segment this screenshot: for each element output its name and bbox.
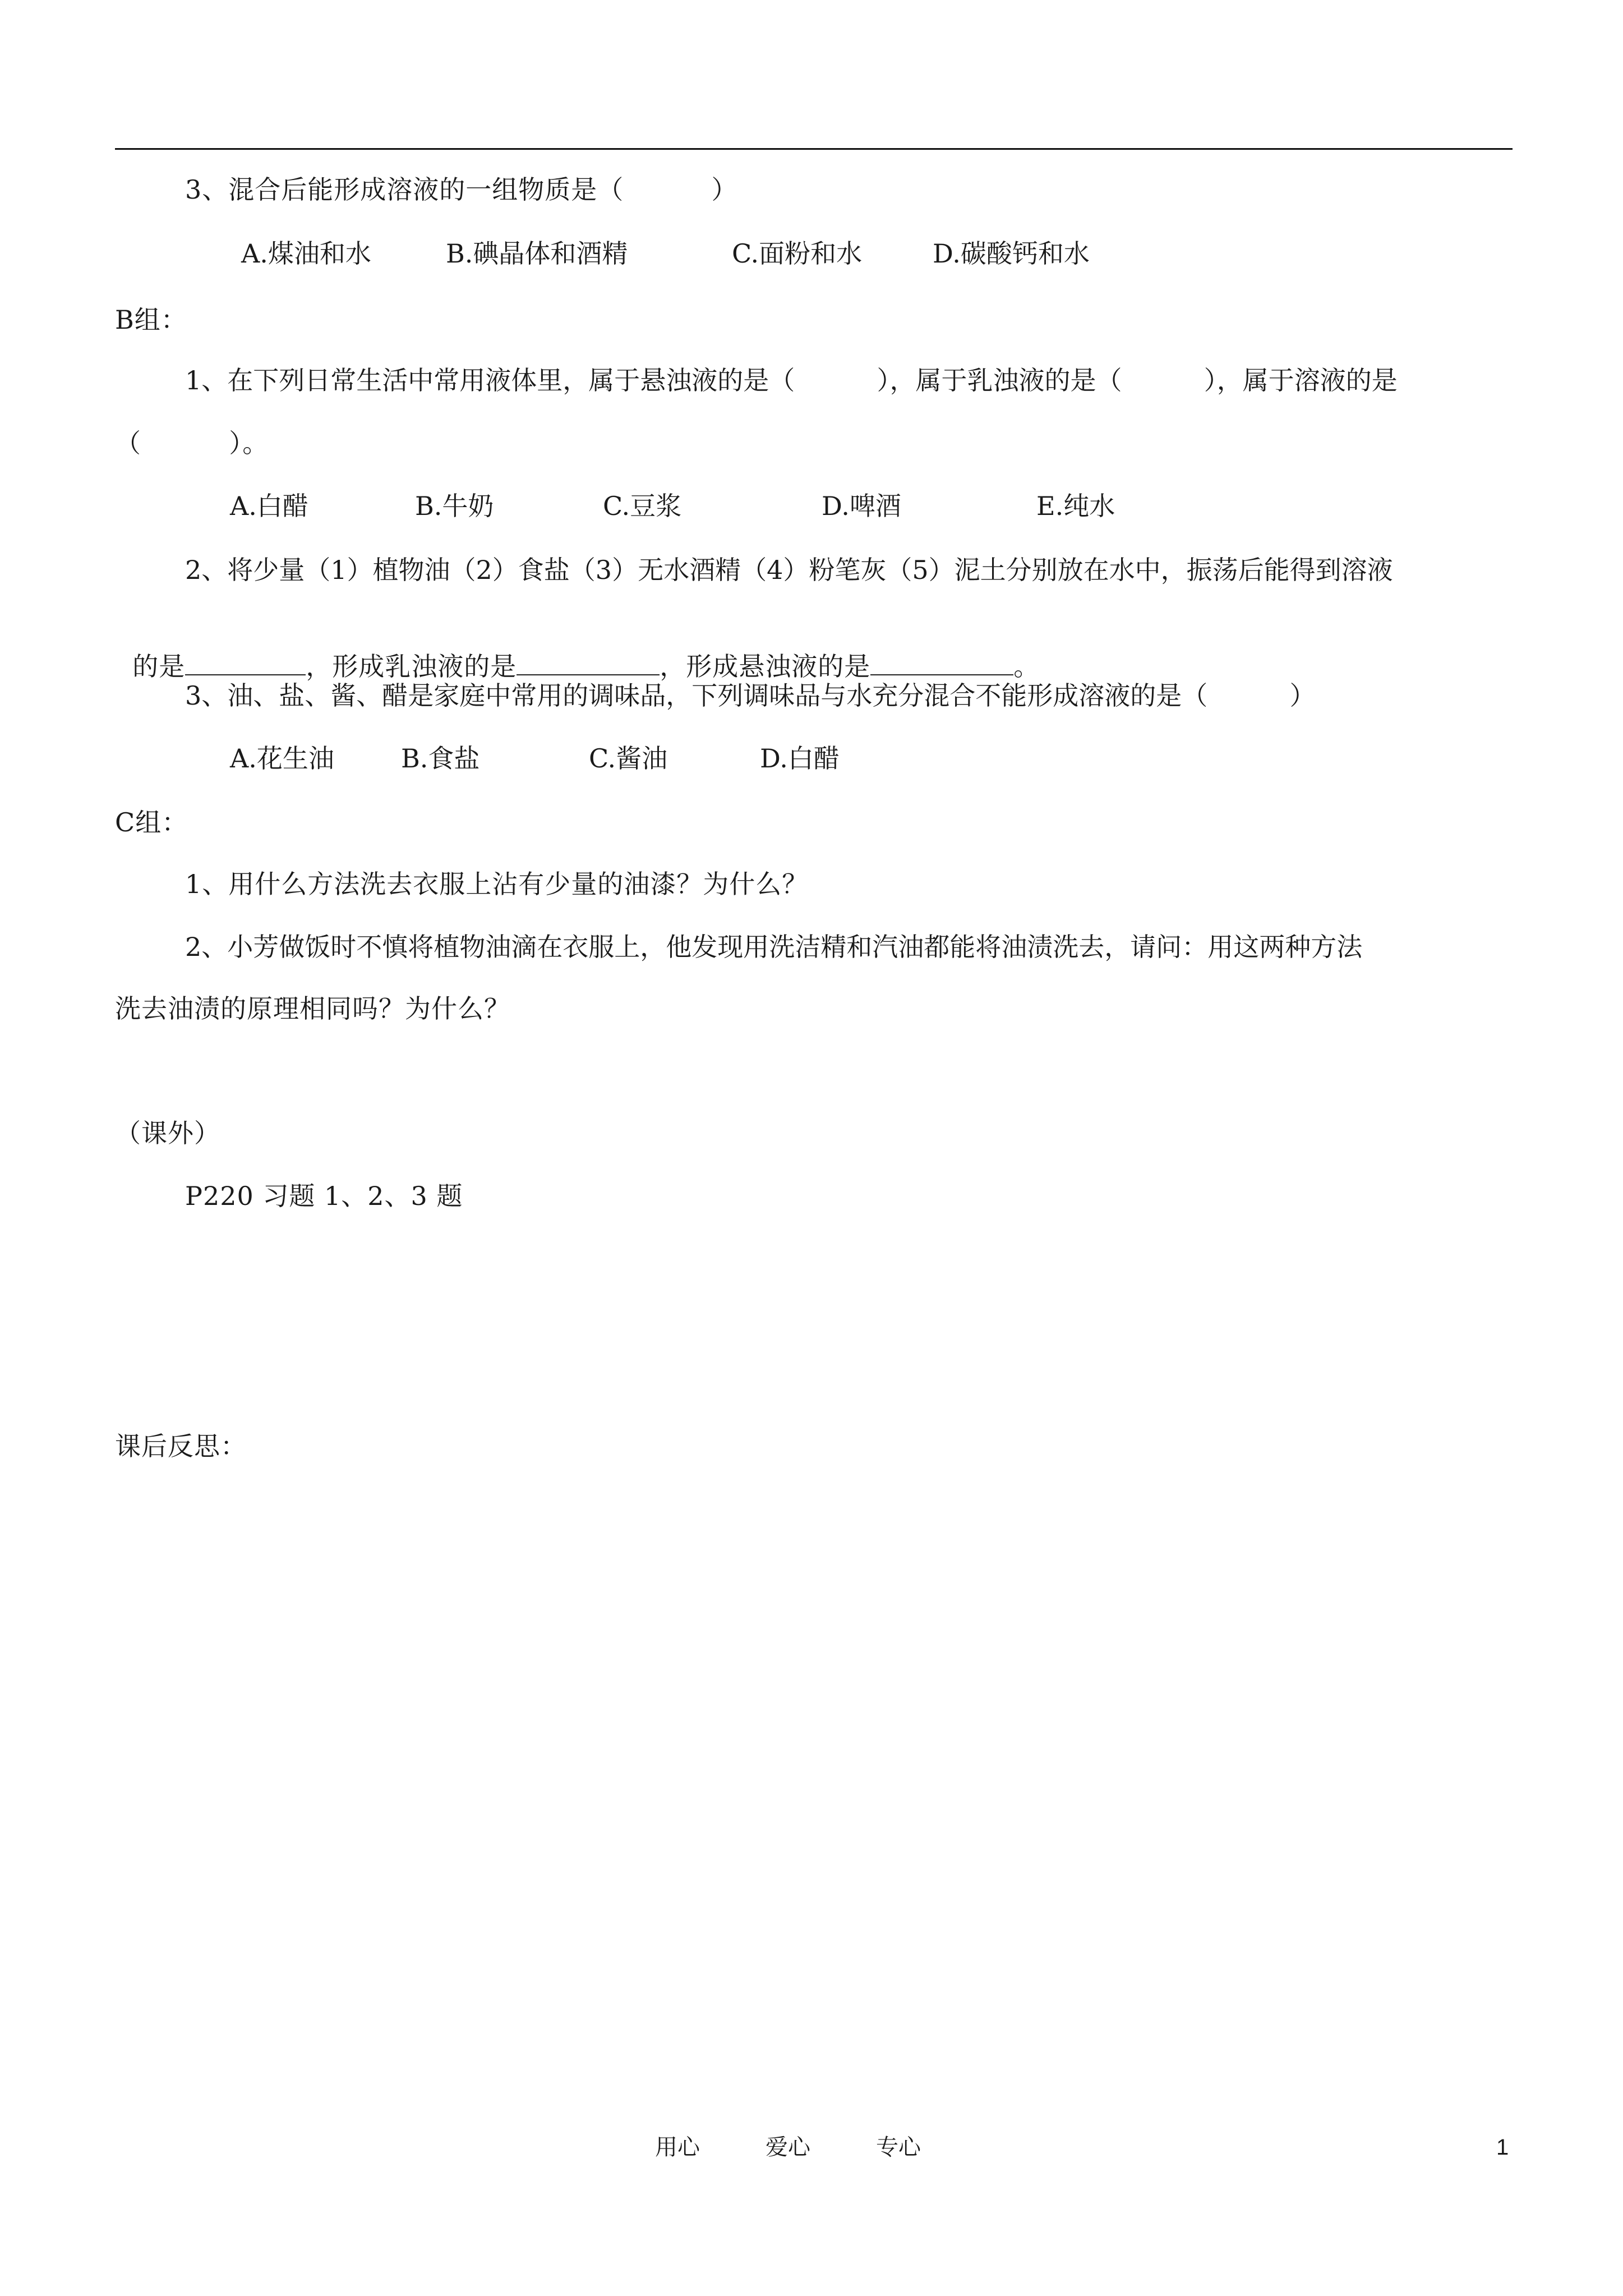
a-q3-text: 3、混合后能形成溶液的一组物质是（ ） xyxy=(185,174,738,205)
b-q3-option-d: D.白醋 xyxy=(760,743,840,774)
b-q3-option-a: A.花生油 xyxy=(230,743,334,774)
a-q3-option-c: C.面粉和水 xyxy=(732,238,863,269)
c-group-heading: C组： xyxy=(115,807,188,838)
a-q3-option-a: A.煤油和水 xyxy=(241,238,371,269)
b-q2-text-a: 的是 xyxy=(132,651,186,682)
b-q2-text-c: ，形成悬浊液的是 xyxy=(660,651,871,682)
b-q2-text-b: ，形成乳浊液的是 xyxy=(306,651,517,682)
b-q1-option-b: B.牛奶 xyxy=(415,491,494,521)
b-q2-blank-emulsion[interactable] xyxy=(517,652,660,675)
b-q3-text: 3、油、盐、酱、醋是家庭中常用的调味品，下列调味品与水充分混合不能形成溶液的是（ ） xyxy=(185,680,1316,711)
page-number: 1 xyxy=(1496,2135,1509,2160)
b-q1-option-d: D.啤酒 xyxy=(822,491,901,521)
b-group-heading: B组： xyxy=(115,305,187,335)
footer-motto-3: 专心 xyxy=(876,2134,921,2160)
b-q2-blank-suspension[interactable] xyxy=(870,652,1013,675)
footer-motto-1: 用心 xyxy=(655,2134,700,2160)
b-q2-text-d: 。 xyxy=(1013,651,1040,682)
b-q1-option-c: C.豆浆 xyxy=(603,491,682,521)
a-q3-option-d: D.碳酸钙和水 xyxy=(933,238,1090,269)
footer-motto-2: 爱心 xyxy=(766,2134,810,2160)
b-q1-option-e: E.纯水 xyxy=(1036,491,1115,521)
b-q1-line2: （ ）。 xyxy=(115,428,269,458)
c-q2-line1: 2、小芳做饭时不慎将植物油滴在衣服上，他发现用洗洁精和汽油都能将油渍洗去，请问：用这两种方法 xyxy=(185,932,1363,962)
b-q3-option-c: C.酱油 xyxy=(589,743,668,774)
b-q1-line1: 1、在下列日常生活中常用液体里，属于悬浊液的是（ ），属于乳浊液的是（ ），属于溶液的是 xyxy=(185,365,1398,395)
b-q2-line1: 2、将少量（1）植物油（2）食盐（3）无水酒精（4）粉笔灰（5）泥土分别放在水中，振荡后能得到溶液 xyxy=(185,555,1393,585)
c-q1-text: 1、用什么方法洗去衣服上沾有少量的油漆？为什么？ xyxy=(185,869,809,899)
reflection-heading: 课后反思： xyxy=(115,1431,247,1461)
b-q2-blank-solution[interactable] xyxy=(185,652,306,675)
header-rule xyxy=(115,148,1513,150)
b-q3-option-b: B.食盐 xyxy=(401,743,480,774)
extracurricular-heading: （课外） xyxy=(115,1118,220,1148)
a-q3-option-b: B.碘晶体和酒精 xyxy=(446,238,628,269)
b-q2-line2 xyxy=(115,616,1040,683)
b-q1-option-a: A.白醋 xyxy=(230,491,308,521)
c-q2-line2: 洗去油渍的原理相同吗？为什么？ xyxy=(115,993,510,1024)
extracurricular-task: P220 习题 1、2、3 题 xyxy=(185,1181,463,1211)
